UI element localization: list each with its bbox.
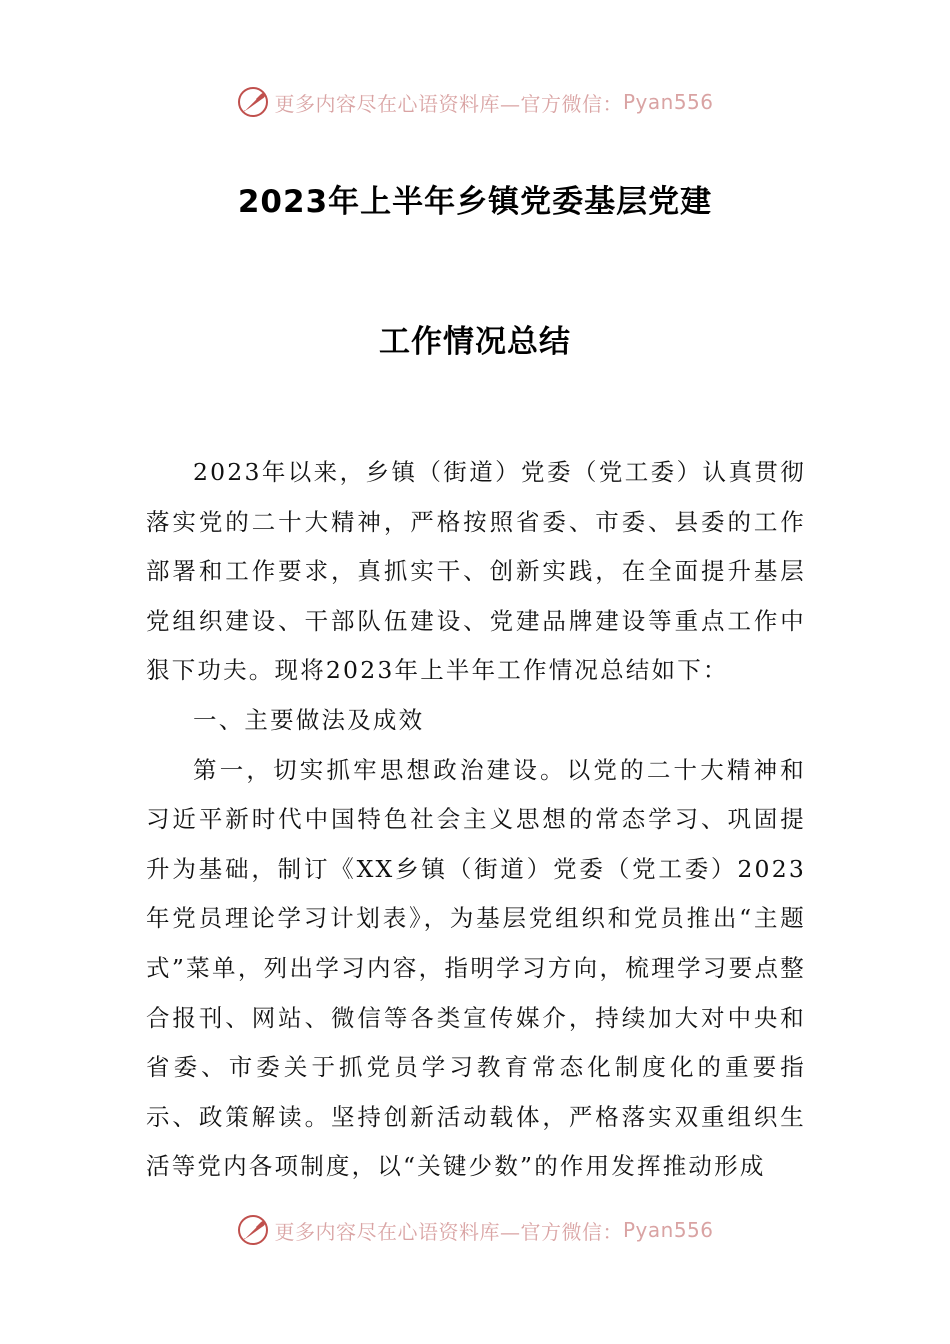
body-paragraph: 第一，切实抓牢思想政治建设。以党的二十大精神和习近平新时代中国特色社会主义思想的常态学习、巩固提升为基础，制订《XX乡镇（街道）党委（党工委）2023年党员理论学习计划表》，为基层党组织和党员推出“主题式”菜单，列出学习内容，指明学习方向，梳理学习要点整合报刊、网站、微信等各类宣传媒介，持续加大对中央和省委、市委关于抓党员学习教育常态化制度化的重要指示、政策解读。坚持创新活动载体，严格落实双重组织生活等党内各项制度，以“关键少数”的作用发挥推动形成 [146,755,806,1181]
quill-logo-icon [236,85,270,119]
watermark-text: 更多内容尽在心语资料库—官方微信： [274,1219,623,1244]
watermark-banner-top [0,82,950,122]
wechat-id: Pyan556 [622,90,714,114]
watermark-text: 更多内容尽在心语资料库—官方微信： [274,91,623,116]
watermark-banner-bottom [0,1210,950,1250]
document-body [146,448,806,1192]
intro-paragraph: 2023年以来，乡镇（街道）党委（党工委）认真贯彻落实党的二十大精神，严格按照省委、市委、县委的工作部署和工作要求，真抓实干、创新实践，在全面提升基层党组织建设、干部队伍建设、党建品牌建设等重点工作中狠下功夫。现将2023年上半年工作情况总结如下： [146,458,806,685]
section-heading: 一、主要做法及成效 [193,705,425,734]
quill-logo-icon [236,1213,270,1247]
wechat-id: Pyan556 [622,1218,714,1242]
document-title-line1: 2023年上半年乡镇党委基层党建 [237,184,713,220]
document-title-line2: 工作情况总结 [379,324,571,360]
